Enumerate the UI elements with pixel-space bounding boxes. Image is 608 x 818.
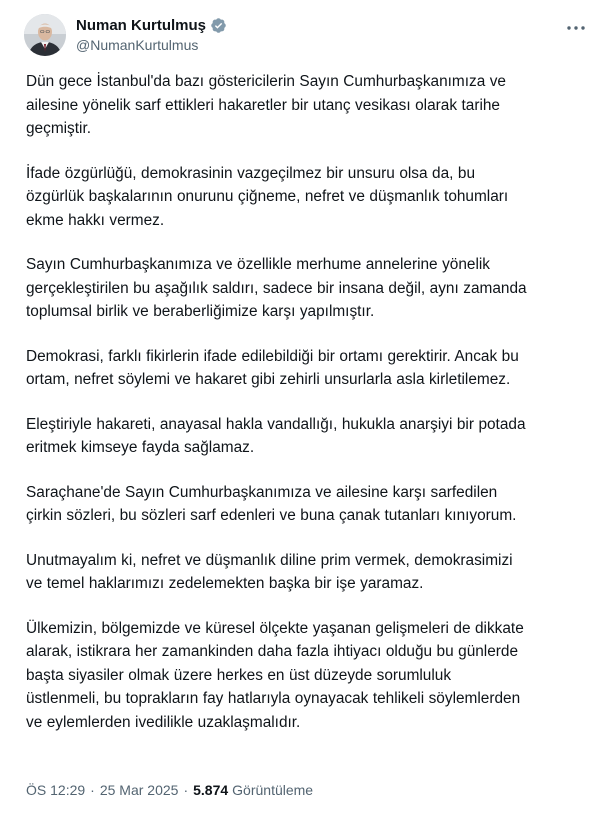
text-line: Unutmayalım ki, nefret ve düşmanlık diline prim vermek, demokrasimizi — [26, 551, 513, 569]
meta-separator: · — [183, 782, 189, 798]
text-line: alarak, istikrara her zamankinden daha fazla ihtiyacı olduğu bu günlerde — [26, 643, 519, 660]
avatar[interactable] — [24, 14, 66, 56]
text-line: eritmek kimseye fayda sağlamaz. — [26, 439, 255, 456]
text-line: çirkin sözleri, bu sözleri sarf edenleri ve buna çanak tutanları kınıyorum. — [26, 507, 517, 524]
text-line: Ülkemizin, bölgemizde ve küresel ölçekte yaşanan gelişmeleri de dikkate — [26, 619, 524, 637]
meta-separator: · — [90, 782, 95, 798]
text-line: İfade özgürlüğü, demokrasinin vazgeçilmez bir unsuru olsa da, bu — [26, 164, 476, 182]
tweet-time[interactable]: ÖS 12:29 — [26, 782, 86, 798]
tweet-date[interactable]: 25 Mar 2025 — [99, 782, 179, 798]
text-line: özgürlük başkalarının onurunu çiğneme, nefret ve düşmanlık tohumları — [26, 188, 509, 205]
views-count[interactable]: 5.874 — [193, 782, 229, 798]
paragraph — [26, 617, 598, 735]
tweet-meta — [26, 782, 313, 798]
display-name-row — [76, 15, 227, 35]
views-label[interactable]: Görüntüleme — [232, 782, 314, 798]
text-line: ve temel haklarımızı zedelemekten başka bir işe yaramaz. — [26, 575, 424, 592]
user-handle[interactable]: @NumanKurtulmus — [76, 37, 199, 53]
portrait-avatar-icon — [24, 14, 66, 56]
text-line: Saraçhane'de Sayın Cumhurbaşkanımıza ve ailesine karşı sarfedilen — [26, 483, 498, 501]
paragraph — [26, 70, 598, 141]
text-line: gerçekleştirilen bu aşağılık saldırı, sadece bir insana değil, aynı zamanda — [26, 279, 527, 297]
text-line: toplumsal birlik ve beraberliğimize karşı yapılmıştır. — [26, 303, 375, 320]
text-line: ailesine yönelik sarf ettikleri hakaretler bir utanç vesikası olarak tarihe — [26, 96, 500, 114]
paragraph — [26, 413, 598, 460]
text-line: başta siyasiler olmak üzere herkes en üst düzeyde sorumluluk — [26, 666, 452, 684]
text-line: ekme hakkı vermez. — [26, 211, 165, 229]
text-line: geçmiştir. — [26, 120, 91, 137]
text-line: üstlenmeli, bu toprakların fay hatlarıyla oynayacak tehlikeli söylemlerden — [26, 690, 521, 707]
tweet-text — [26, 70, 598, 755]
text-line: Dün gece İstanbul'da bazı göstericilerin Sayın Cumhurbaşkanımıza ve — [26, 73, 506, 90]
text-line: Sayın Cumhurbaşkanımıza ve özellikle merhume annelerine yönelik — [26, 256, 491, 273]
verified-badge-icon[interactable] — [210, 17, 227, 34]
paragraph — [26, 549, 598, 596]
text-line: Demokrasi, farklı fikirlerin ifade edilebildiği bir ortamı gerektirir. Ancak bu — [26, 347, 519, 365]
paragraph — [26, 162, 598, 233]
tweet-header — [24, 12, 594, 60]
more-options-button[interactable] — [564, 18, 588, 38]
display-name[interactable]: Numan Kurtulmuş — [76, 16, 207, 34]
text-line: ve eylemlerden ivedilikle uzaklaşmalıdır. — [26, 713, 301, 731]
paragraph — [26, 253, 598, 324]
paragraph — [26, 345, 598, 392]
text-line: ortam, nefret söylemi ve hakaret gibi zehirli unsurlarla asla kirletilemez. — [26, 371, 511, 388]
more-horizontal-icon — [566, 25, 586, 31]
text-line: Eleştiriyle hakareti, anayasal hakla vandallığı, hukukla anarşiyi bir potada — [26, 415, 526, 433]
author-names — [76, 15, 227, 53]
paragraph — [26, 481, 598, 528]
